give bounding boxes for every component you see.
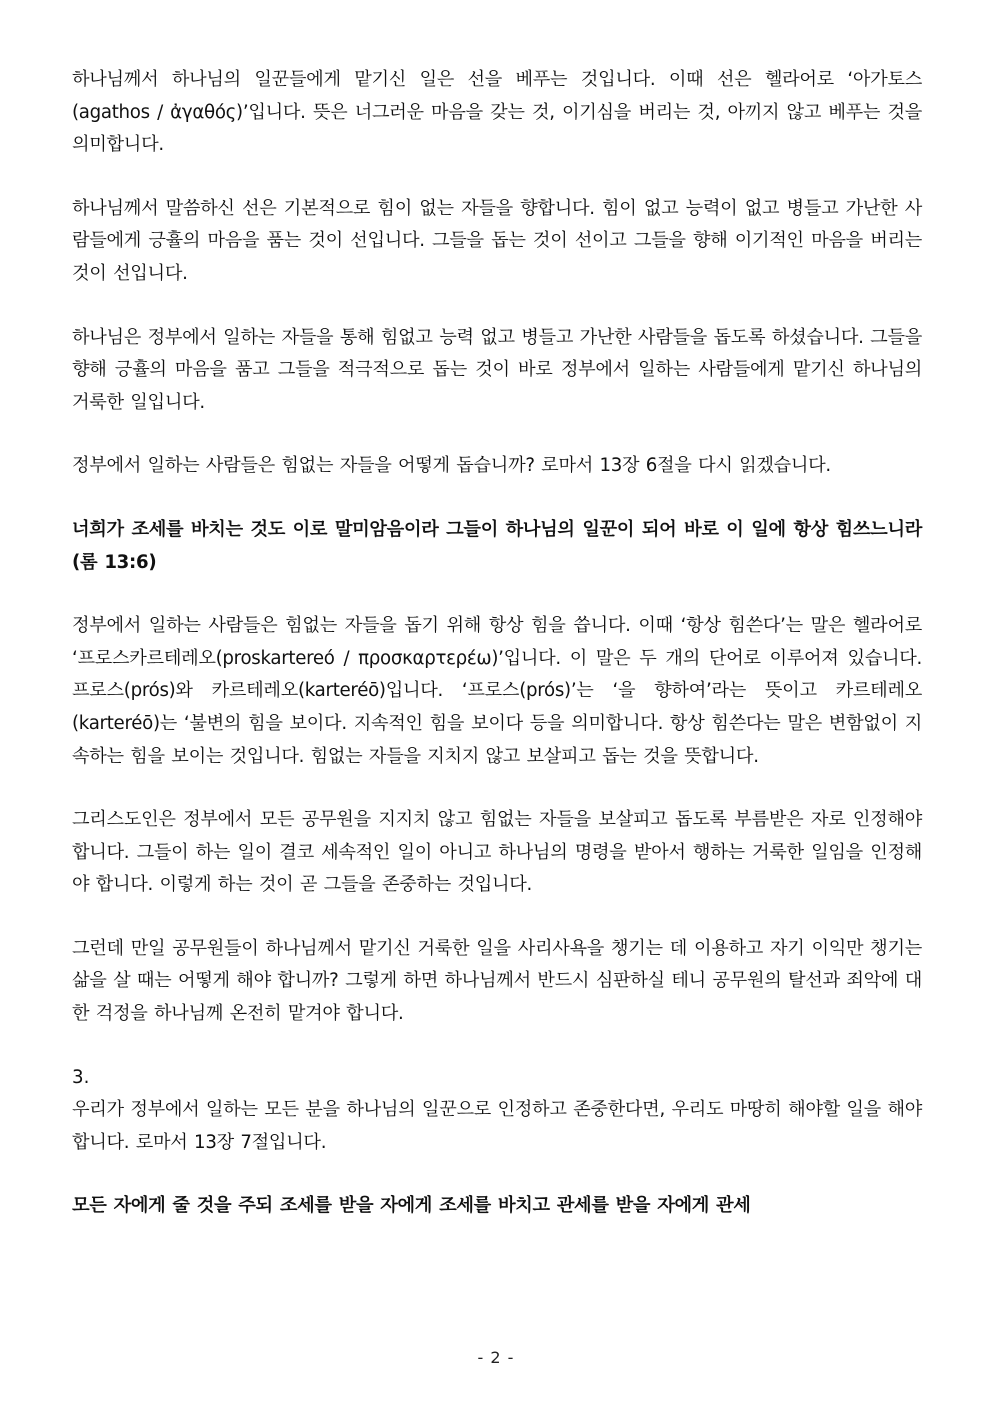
paragraph-proskartereo: 정부에서 일하는 사람들은 힘없는 자들을 돕기 위해 항상 힘을 씁니다. 이때 ‘항상 힘쓴다’는 말은 헬라어로 ‘프로스카르테레오(proskartereó / προσκαρτερέω)’입니다. 이 말은 두 개의 단어로 이루어져 있습니다. 프로스(prós)와 카르테레오(karteréō)입니다. ‘프로스(prós)’는 ‘을 향하여’라는 뜻이고 카르테레오(karteréō)는 ‘불변의 힘을 보이다. 지속적인 힘을 보이다 등을 의미합니다. 항상 힘쓴다는 말은 변함없이 지속하는 힘을 보이는 것입니다. 힘없는 자들을 지치지 않고 보살피고 돕는 것을 뜻합니다. <box>72 615 922 767</box>
numbered-section <box>72 1062 922 1160</box>
paragraph-goodness-toward-weak: 하나님께서 말씀하신 선은 기본적으로 힘이 없는 자들을 향합니다. 힘이 없고 능력이 없고 병들고 가난한 사람들에게 긍휼의 마음을 품는 것이 선입니다. 그들을 돕는 것이 선이고 그들을 향해 이기적인 마음을 버리는 것이 선입니다. <box>72 197 922 284</box>
paragraph-agathos: 하나님께서 하나님의 일꾼들에게 맡기신 일은 선을 베푸는 것입니다. 이때 선은 헬라어로 ‘아가토스(agathos / ἀγαθός)’입니다. 뜻은 너그러운 마음을 갖는 것, 이기심을 버리는 것, 아끼지 않고 베푸는 것을 의미합니다. <box>72 69 922 156</box>
page-number: - 2 - <box>477 1348 515 1367</box>
section-number: 3. <box>72 1066 90 1088</box>
scripture-quote-romans-13-7: 모든 자에게 줄 것을 주되 조세를 받을 자에게 조세를 바치고 관세를 받을 자에게 관세 <box>72 1195 751 1217</box>
scripture-quote-romans-13-6: 너희가 조세를 바치는 것도 이로 말미암음이라 그들이 하나님의 일꾼이 되어 바로 이 일에 항상 힘쓰느니라 (롬 13:6) <box>72 518 922 573</box>
paragraph-romans-13-6-intro: 정부에서 일하는 사람들은 힘없는 자들을 어떻게 돕습니까? 로마서 13장 6절을 다시 읽겠습니다. <box>72 455 831 477</box>
paragraph-corrupt-officials: 그런데 만일 공무원들이 하나님께서 맡기신 거룩한 일을 사리사욕을 챙기는 데 이용하고 자기 이익만 챙기는 삶을 살 때는 어떻게 해야 합니까? 그렇게 하면 하나님께서 반드시 심판하실 테니 공무원의 탈선과 죄악에 대한 걱정을 하나님께 온전히 맡겨야 합니다. <box>72 937 922 1025</box>
document-body <box>72 64 922 1254</box>
section-text: 우리가 정부에서 일하는 모든 분을 하나님의 일꾼으로 인정하고 존중한다면, 우리도 마땅히 해야할 일을 해야 합니다. 로마서 13장 7절입니다. <box>72 1099 922 1153</box>
paragraph-christians-recognize: 그리스도인은 정부에서 모든 공무원을 지지치 않고 힘없는 자들을 보살피고 돕도록 부름받은 자로 인정해야 합니다. 그들이 하는 일이 결코 세속적인 일이 아니고 하나님의 명령을 받아서 행하는 거룩한 일임을 인정해야 합니다. 이렇게 하는 것이 곧 그들을 존중하는 것입니다. <box>72 809 922 896</box>
paragraph-government-workers: 하나님은 정부에서 일하는 자들을 통해 힘없고 능력 없고 병들고 가난한 사람들을 돕도록 하셨습니다. 그들을 향해 긍휼의 마음을 품고 그들을 적극적으로 돕는 것이 바로 정부에서 일하는 사람들에게 맡기신 하나님의 거룩한 일입니다. <box>72 326 922 413</box>
